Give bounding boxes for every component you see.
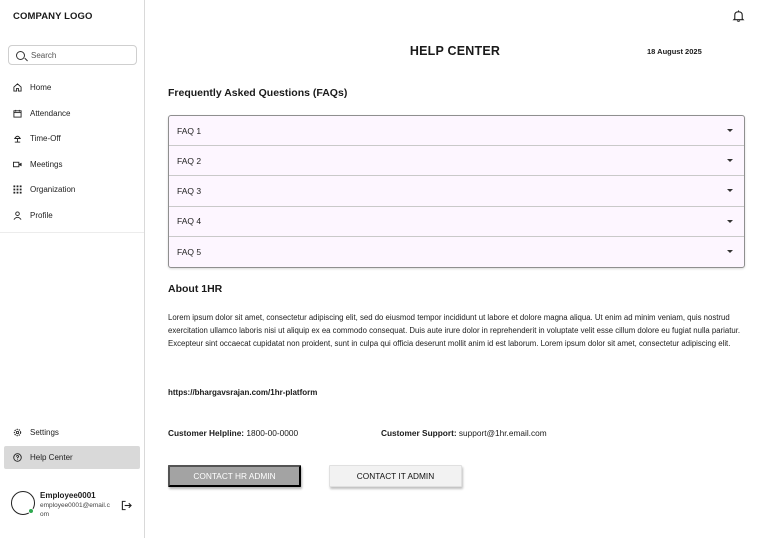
sidebar-item-organization[interactable] <box>0 177 144 203</box>
faq-item-label: FAQ 3 <box>177 185 202 196</box>
sidebar-item-label: Profile <box>30 210 53 220</box>
user-profile[interactable] <box>11 490 141 520</box>
chevron-down-icon[interactable] <box>727 250 733 253</box>
faq-heading: Frequently Asked Questions (FAQs) <box>168 87 348 99</box>
search-input[interactable]: Search <box>31 50 57 60</box>
sidebar-item-settings[interactable] <box>0 420 144 446</box>
customer-helpline <box>168 428 298 438</box>
employee-email: employee0001@email.com <box>40 502 110 518</box>
sidebar-item-label: Home <box>30 83 52 93</box>
helpline-value: 1800-00-0000 <box>246 428 299 438</box>
person-icon <box>13 211 22 220</box>
chevron-down-icon[interactable] <box>727 159 733 162</box>
faq-item-4[interactable] <box>169 207 744 237</box>
help-icon <box>13 453 22 462</box>
gear-icon <box>13 428 22 437</box>
faq-item-label: FAQ 4 <box>177 216 202 227</box>
sidebar-item-profile[interactable] <box>0 203 144 229</box>
support-value: support@1hr.email.com <box>458 428 547 438</box>
chevron-down-icon[interactable] <box>727 220 733 223</box>
sidebar-item-label: Organization <box>30 185 76 195</box>
online-status-icon <box>28 508 34 514</box>
home-icon <box>13 83 22 92</box>
sidebar-item-time-off[interactable] <box>0 126 144 152</box>
platform-link[interactable]: https://bhargavsrajan.com/1hr-platform <box>168 388 318 397</box>
sidebar-item-label: Attendance <box>30 108 71 118</box>
sidebar-item-label: Time-Off <box>30 134 61 144</box>
calendar-icon <box>13 109 22 118</box>
about-text: Lorem ipsum dolor sit amet, consectetur adipiscing elit, sed do eiusmod tempor incididunt ut labore et dolore magna aliqua. Ut enim ad minim veniam, quis nostrud exercitation ullamco laboris nisi ut aliquip ex ea commodo consequat. Duis aute irure dolor in reprehenderit in voluptate velit esse cillum dolore eu fugiat nulla pariatur. Excepteur sint occaecat cupidatat non proident, sunt in culpa qui officia deserunt mollit anim id est laborum. Lorem ipsum dolor sit amet, consectetur adipiscing elit. <box>168 313 741 348</box>
grid-icon <box>13 185 22 194</box>
beach-icon <box>13 134 22 143</box>
sidebar-item-label: Meetings <box>30 159 63 169</box>
about-heading: About 1HR <box>168 283 223 295</box>
faq-item-1[interactable] <box>169 116 744 146</box>
main-nav <box>0 75 144 228</box>
sidebar <box>0 0 145 538</box>
faq-list <box>168 115 745 268</box>
customer-support <box>381 428 547 438</box>
chevron-down-icon[interactable] <box>727 129 733 132</box>
video-icon <box>13 160 22 169</box>
sidebar-item-label: Help Center <box>30 452 73 462</box>
notification-bell-icon[interactable] <box>732 9 745 23</box>
faq-item-label: FAQ 1 <box>177 125 202 136</box>
faq-item-label: FAQ 2 <box>177 155 202 166</box>
chevron-down-icon[interactable] <box>727 189 733 192</box>
page-title: HELP CENTER <box>409 44 501 58</box>
faq-item-label: FAQ 5 <box>177 246 202 257</box>
company-logo: COMPANY LOGO <box>13 11 93 22</box>
employee-name: Employee0001 <box>40 491 96 500</box>
sidebar-item-home[interactable] <box>0 75 144 101</box>
contact-it-admin-button[interactable]: CONTACT IT ADMIN <box>329 465 462 487</box>
sidebar-item-label: Settings <box>30 428 59 438</box>
logout-icon[interactable] <box>121 498 132 509</box>
contact-hr-admin-button[interactable]: CONTACT HR ADMIN <box>168 465 301 487</box>
bottom-nav <box>0 420 144 469</box>
faq-item-3[interactable] <box>169 176 744 206</box>
faq-item-2[interactable] <box>169 146 744 176</box>
faq-item-5[interactable] <box>169 237 744 267</box>
support-label: Customer Support: <box>381 428 457 438</box>
current-date: 18 August 2025 <box>647 47 702 56</box>
sidebar-item-attendance[interactable] <box>0 101 144 127</box>
search-box[interactable] <box>8 45 137 65</box>
sidebar-item-meetings[interactable] <box>0 152 144 178</box>
search-icon <box>16 51 25 60</box>
nav-divider <box>0 232 144 233</box>
helpline-label: Customer Helpline: <box>168 428 245 438</box>
sidebar-item-help-center[interactable] <box>4 446 140 469</box>
